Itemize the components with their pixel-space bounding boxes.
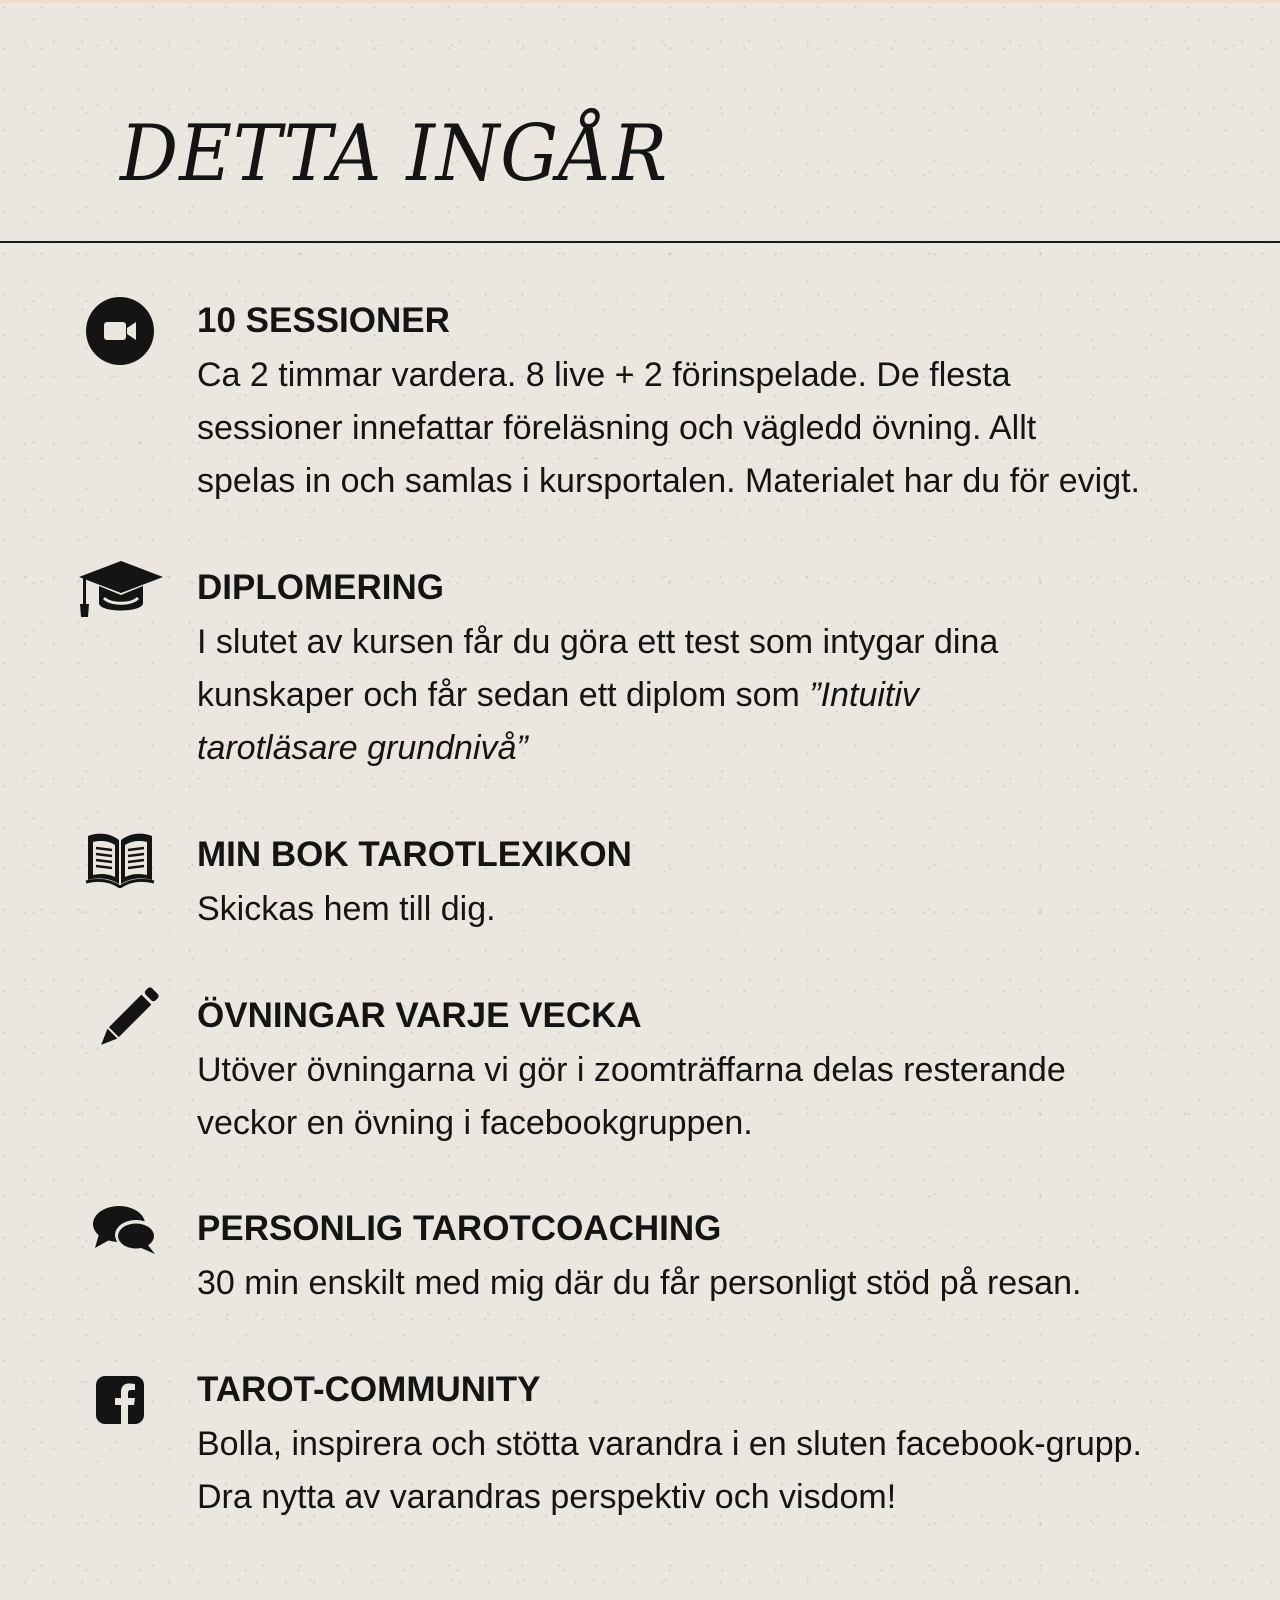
description-text: kunskaper och får sedan ett diplom som: [197, 676, 810, 714]
description-line: Ca 2 timmar vardera. 8 live + 2 förinspelade. De flesta: [197, 356, 1011, 394]
open-book-icon: [76, 815, 164, 903]
description-line: sessioner innefattar föreläsning och vägledd övning. Allt: [197, 409, 1037, 447]
top-edge: [0, 0, 1280, 3]
item-description: [197, 1257, 1081, 1310]
video-camera-icon: [76, 287, 164, 375]
pencil-icon: [84, 974, 172, 1062]
description-line: veckor en övning i facebookgruppen.: [197, 1104, 753, 1142]
description-line: Utöver övningarna vi gör i zoomträffarna delas resterande: [197, 1051, 1066, 1089]
facebook-icon: [76, 1356, 164, 1444]
item-heading: 10 SESSIONER: [197, 301, 450, 340]
item-description: [197, 1418, 1142, 1524]
item-description: [197, 1044, 1066, 1150]
item-heading: PERSONLIG TAROTCOACHING: [197, 1209, 722, 1248]
description-line: [197, 669, 998, 722]
description-line: I slutet av kursen får du göra ett test som intygar dina: [197, 623, 999, 661]
description-line: Bolla, inspirera och stötta varandra i en sluten facebook-grupp.: [197, 1425, 1142, 1463]
item-heading: TAROT-COMMUNITY: [197, 1370, 541, 1409]
diploma-title-quote: ”Intuitiv: [809, 676, 919, 714]
title-divider: [0, 241, 1280, 243]
item-description: [197, 883, 496, 936]
description-line: Skickas hem till dig.: [197, 890, 496, 928]
graduation-cap-icon: [77, 546, 165, 634]
item-description: [197, 349, 1140, 508]
item-heading: MIN BOK TAROTLEXIKON: [197, 835, 632, 874]
description-line: 30 min enskilt med mig där du får personligt stöd på resan.: [197, 1264, 1082, 1302]
item-heading: ÖVNINGAR VARJE VECKA: [197, 996, 642, 1035]
diploma-title-quote: tarotläsare grundnivå”: [197, 729, 528, 767]
page-title: DETTA INGÅR: [120, 109, 669, 199]
chat-bubbles-icon: [80, 1187, 168, 1275]
description-line: spelas in och samlas i kursportalen. Materialet har du för evigt.: [197, 462, 1141, 500]
item-description: [197, 616, 998, 775]
item-heading: DIPLOMERING: [197, 568, 444, 607]
description-line: Dra nytta av varandras perspektiv och visdom!: [197, 1478, 897, 1516]
